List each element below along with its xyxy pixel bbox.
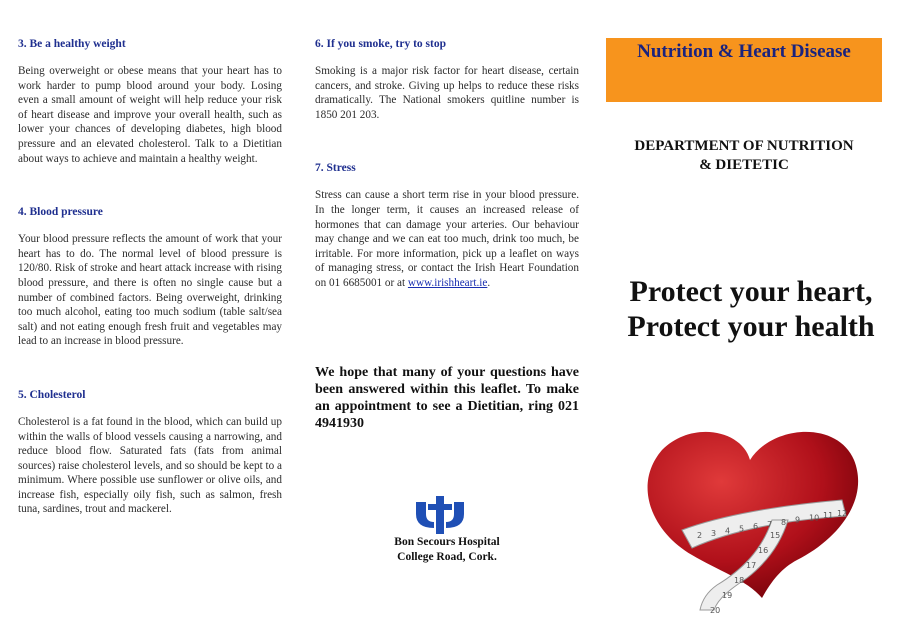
tape-number: 19: [722, 591, 733, 600]
heart-tape-image: [622, 420, 872, 615]
section-6-heading: 6. If you smoke, try to stop: [315, 38, 446, 50]
section-7-end: .: [487, 276, 491, 289]
tape-number: 5: [739, 524, 745, 534]
tape-number: 16: [758, 546, 769, 555]
section-4-body: Your blood pressure reflects the amount of work that your heart has to do. The normal level of blood pressure is 120/80. Risk of stroke and heart attack increase with rising blood pressure, and there is often no single cause but a number of combined factors. Being overweight, drinking too much alcohol, eating too much sodium (table salt/sea salt) and not eating enough fresh fruit and vegetables may lead to an increase in blood pressure.: [18, 233, 282, 348]
tape-number: 3: [711, 528, 717, 538]
tape-number: 4: [725, 526, 731, 536]
section-4-heading: 4. Blood pressure: [18, 206, 103, 219]
section-6-body: Smoking is a major risk factor for heart disease, certain cancers, and stroke. Giving up helps to reduce these risks dramatically. The National smokers quitline number is 1850 201 203.: [315, 65, 579, 121]
department-name: [606, 137, 882, 175]
tape-number: 6: [753, 522, 759, 532]
hospital-name: Bon Secours Hospital: [394, 536, 500, 548]
column-left: [18, 38, 282, 517]
section-7-text: Stress can cause a short term rise in your blood pressure. In the longer term, it causes an increased release of hormones that can damage your arteries. Our behaviour may change and we can eat too much, drink too much, be irritable. For more information, pick up a leaflet on ways of managing stress, or contact the Irish Heart Foundation on 01 6685001 or at: [315, 189, 579, 289]
bon-secours-logo-icon: [414, 496, 466, 534]
tape-number: 8: [781, 517, 787, 527]
tape-number: 9: [795, 515, 801, 525]
department-line-2: & DIETETIC: [699, 157, 789, 173]
tape-number: 18: [734, 576, 745, 585]
tagline-line-1: Protect your heart,: [629, 275, 873, 308]
irishheart-link[interactable]: www.irishheart.ie: [407, 276, 488, 289]
department-line-1: DEPARTMENT OF NUTRITION: [634, 138, 854, 154]
title-banner: [606, 38, 882, 102]
closing-statement: We hope that many of your questions have been answered within this leaflet. To make an appointment to see a Dietitian, ring 021 4941930: [315, 365, 579, 431]
tape-number: 11: [823, 511, 834, 521]
tape-number: 7: [767, 520, 773, 529]
hospital-address: [372, 535, 522, 565]
tape-number: 10: [809, 513, 820, 523]
tape-number: 15: [770, 531, 781, 540]
banner-title: Nutrition & Heart Disease: [637, 41, 851, 62]
tape-number: 20: [710, 606, 721, 615]
tagline: [606, 274, 896, 344]
section-3-body: Being overweight or obese means that your heart has to work harder to pump blood around your body. Losing even a small amount of weight will help reduce your risk of heart disease and improve your overall health, such as lower your chances of developing diabetes, high blood pressure and an elevated cholesterol. Talk to a Dietitian about ways to achieve and maintain a healthy weight.: [18, 65, 282, 165]
section-7-body: [315, 188, 579, 290]
tagline-line-2: Protect your health: [627, 310, 875, 343]
hospital-road: College Road, Cork.: [397, 551, 497, 563]
tape-number: 12: [837, 509, 848, 518]
section-5-heading: 5. Cholesterol: [18, 388, 86, 401]
section-7-heading: 7. Stress: [315, 162, 356, 175]
column-middle: [315, 38, 579, 291]
tape-number: 17: [746, 561, 757, 570]
section-3-heading: 3. Be a healthy weight: [18, 38, 126, 50]
section-5-body: Cholesterol is a fat found in the blood, which can build up within the walls of blood vessels causing a narrowing, and reduce blood flow. Saturated fats (fats from animal sources) raise cholesterol levels, and so should be kept to a minimum. Where possible use sunflower or olive oils, and increase fish, especially oily fish, such as salmon, fresh tuna, sardines, trout and mackerel.: [18, 415, 282, 516]
tape-number: 2: [697, 531, 703, 540]
